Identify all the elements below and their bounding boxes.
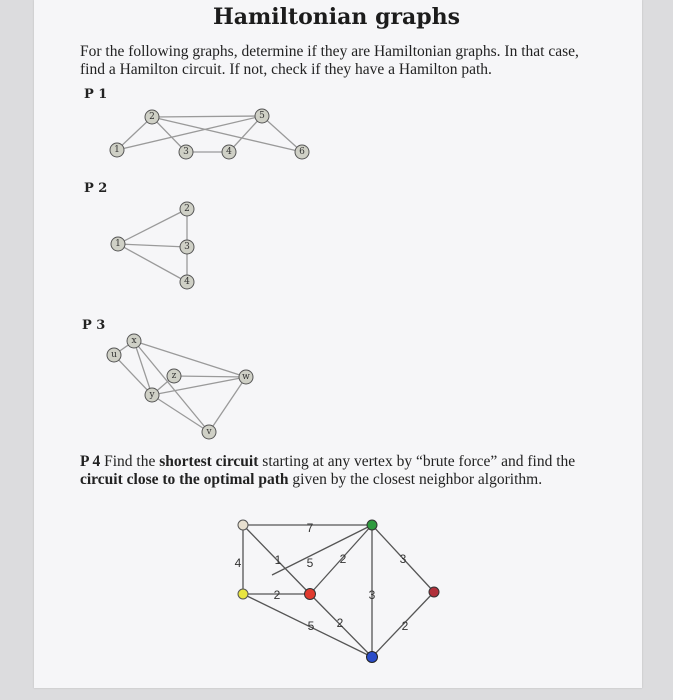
page-title: Hamiltonian graphs: [212, 4, 461, 30]
svg-text:4: 4: [184, 277, 190, 287]
p4-weight-label: 3: [399, 552, 407, 566]
graph-p2: [111, 202, 194, 289]
graph-p3: [107, 334, 253, 439]
p4-vertex-bottom: [367, 652, 378, 663]
p1-vertex-2: [145, 110, 159, 124]
problem-label-p2: P 2: [84, 181, 108, 196]
p4-vertex-center: [305, 589, 316, 600]
svg-text:2: 2: [184, 204, 190, 214]
p1-vertex-1: [110, 143, 124, 157]
p4-vertex-left: [238, 589, 248, 599]
svg-text:v: v: [206, 427, 212, 437]
p3-vertex-u: [107, 348, 121, 362]
p4-weight-label: 2: [336, 616, 344, 630]
svg-text:w: w: [242, 372, 250, 382]
p4-vertex-right: [429, 587, 439, 597]
svg-text:z: z: [171, 371, 177, 381]
p4-weight-label: 2: [401, 619, 409, 633]
p2-vertex-1: [111, 237, 125, 251]
p4-weight-label: 4: [234, 556, 242, 570]
p3-vertex-v: [202, 425, 216, 439]
svg-text:6: 6: [299, 147, 305, 157]
p2-vertex-2: [180, 202, 194, 216]
svg-text:4: 4: [226, 147, 232, 157]
p1-vertex-4: [222, 145, 236, 159]
graph-p1: [110, 109, 309, 159]
svg-text:3: 3: [183, 147, 189, 157]
problem-p4-text: P 4 Find the shortest circuit starting at any vertex by “brute force” and find the circuit close to the optimal path given by the closest neighbor algorithm.: [80, 453, 576, 488]
p4-weight-label: 1: [274, 553, 282, 567]
p4-weight-label: 2: [273, 588, 281, 602]
svg-text:1: 1: [115, 239, 121, 249]
p1-vertex-6: [295, 145, 309, 159]
p3-vertex-x: [127, 334, 141, 348]
p4-vertex-top-left: [238, 520, 248, 530]
p3-vertex-y: [145, 388, 159, 402]
p4-weight-label: 7: [306, 521, 314, 535]
p4-weight-label: 5: [307, 619, 315, 633]
problem-label-p4: P 4: [80, 453, 101, 470]
svg-text:x: x: [131, 336, 137, 346]
instructions-text: For the following graphs, determine if they are Hamiltonian graphs. In that case, find a Hamilton circuit. If not, check if they have a Hamilton path.: [80, 43, 579, 78]
p4-weight-label: 2: [339, 552, 347, 566]
problem-label-p1: P 1: [84, 87, 108, 102]
svg-text:3: 3: [184, 242, 190, 252]
svg-text:5: 5: [259, 111, 265, 121]
svg-text:2: 2: [149, 112, 155, 122]
p3-vertex-z: [167, 369, 181, 383]
svg-text:1: 1: [114, 145, 120, 155]
p4-weight-label: 5: [306, 556, 314, 570]
p3-vertex-w: [239, 370, 253, 384]
svg-text:u: u: [111, 350, 117, 360]
problem-label-p3: P 3: [82, 318, 106, 333]
p4-vertex-top-right: [367, 520, 377, 530]
p4-weight-label: 3: [368, 588, 376, 602]
p2-vertex-3: [180, 240, 194, 254]
graph-p4: [235, 520, 439, 663]
svg-text:y: y: [149, 390, 155, 400]
p2-vertex-4: [180, 275, 194, 289]
p1-vertex-3: [179, 145, 193, 159]
p1-vertex-5: [255, 109, 269, 123]
